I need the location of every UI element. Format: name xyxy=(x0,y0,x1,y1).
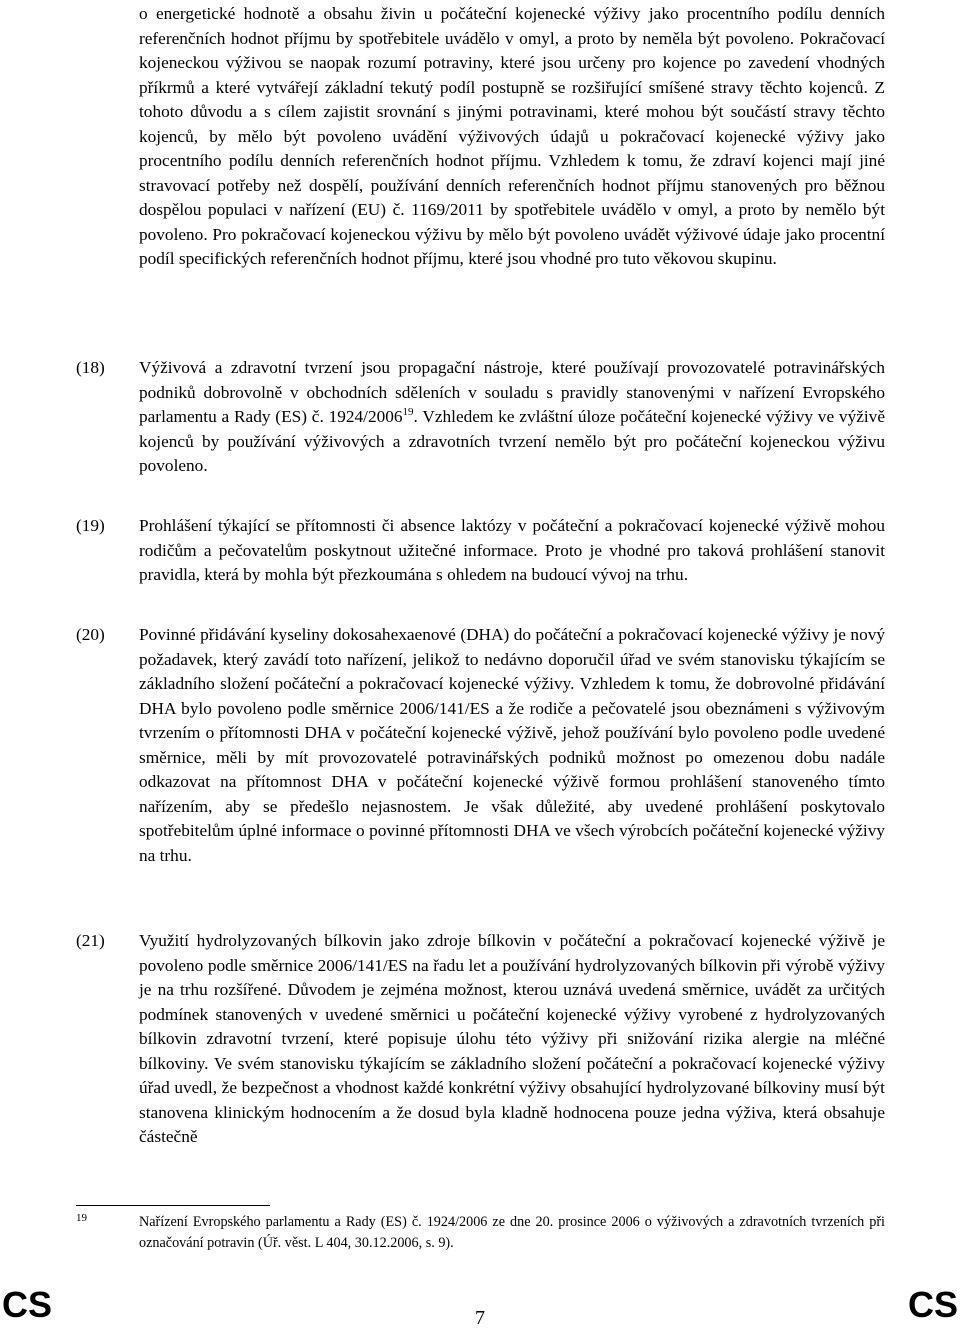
paragraph-continuation: o energetické hodnotě a obsahu živin u počáteční kojenecké výživy jako procentního podílu denních referenčních hodnot příjmu by spotřebitele uvádělo v omyl, a proto by neměla být povoleno. Pokračovací kojeneckou výživou se naopak rozumí potraviny, které jsou určeny pro kojence po zavedení vhodných příkrmů a které vytvářejí základní tekutý podíl postupně se rozšiřující smíšené stravy těchto kojenců. Z tohoto důvodu a s cílem zajistit srovnání s jinými potravinami, které mohou být součástí stravy těchto kojenců, by mělo být povoleno uvádění výživových údajů u pokračovací kojenecké výživy jako procentního podílu denních referenčních hodnot příjmu. Vzhledem k tomu, že zdraví kojenci mají jiné stravovací potřeby než dospělí, používání denních referenčních hodnot příjmu stanovených pro běžnou dospělou populaci v nařízení (EU) č. 1169/2011 by spotřebitele uvádělo v omyl, a proto by nemělo být povoleno. Pro pokračovací kojeneckou výživu by mělo být povoleno uvádět výživové údaje jako procentní podíl specifických referenčních hodnot příjmu, které jsou vhodné pro tuto věkovou skupinu. xyxy=(139,4,885,268)
footnote-reference[interactable]: 19 xyxy=(402,406,414,419)
recital-text: Prohlášení týkající se přítomnosti či absence laktózy v počáteční a pokračovací kojenecké výživě mohou rodičům a pečovatelům poskytnout užitečné informace. Proto je vhodné pro taková prohlášení stanovit pravidla, která by mohla být přezkoumána s ohledem na budoucí vývoj na trhu. xyxy=(139,516,885,584)
recital-text xyxy=(139,356,885,479)
footnote-separator xyxy=(76,1205,270,1206)
recital-text-part: Výživová a zdravotní tvrzení jsou propagační nástroje, které používají provozovatelé potravinářských podniků dobrovolně v obchodních sděleních v souladu s pravidly stanovenými v nařízení Evropského parlamentu a Rady (ES) č. 1924/2006 xyxy=(139,358,885,426)
language-code-left: CS xyxy=(2,1284,53,1325)
recital-text-part: . Vzhledem ke zvláštní úloze počáteční kojenecké výživy ve výživě kojenců by používání výživových a zdravotních tvrzení nemělo být pro počáteční kojeneckou výživu povoleno. xyxy=(139,407,885,475)
footnote-number: 19 xyxy=(76,1212,87,1224)
recital-number: (21) xyxy=(76,931,105,950)
page-number: 7 xyxy=(475,1307,485,1329)
footnote xyxy=(76,1212,885,1254)
recital-number: (18) xyxy=(76,358,105,377)
recital-21 xyxy=(76,929,885,1150)
language-code-right: CS xyxy=(907,1284,958,1325)
recital-19 xyxy=(76,514,885,588)
recital-number: (19) xyxy=(76,516,105,535)
recital-text: Povinné přidávání kyseliny dokosahexaenové (DHA) do počáteční a pokračovací kojenecké výživy je nový požadavek, který zavádí toto nařízení, jelikož to nedávno doporučil úřad ve svém stanovisku týkajícím se základního složení počáteční a pokračovací kojenecké výživy. Vzhledem k tomu, že dobrovolné přidávání DHA bylo povoleno podle směrnice 2006/141/ES a že rodiče a pečovatelé jsou obeznámeni s výživovým tvrzením o přítomnosti DHA v počáteční kojenecké výživě, jehož používání bylo povoleno podle uvedené směrnice, měli by mít provozovatelé potravinářských podniků možnost po omezenou dobu nadále odkazovat na přítomnost DHA v počáteční kojenecké výživě formou prohlášení stanoveného tímto nařízením, aby se předešlo nejasnostem. Je však důležité, aby uvedené prohlášení poskytovalo spotřebitelům úplné informace o povinné přítomnosti DHA ve všech výrobcích počáteční kojenecké výživy na trhu. xyxy=(139,625,885,865)
footnote-text: Nařízení Evropského parlamentu a Rady (ES) č. 1924/2006 ze dne 20. prosince 2006 o výživových a zdravotních tvrzeních při označování potravin (Úř. věst. L 404, 30.12.2006, s. 9). xyxy=(139,1214,885,1251)
recital-text: Využití hydrolyzovaných bílkovin jako zdroje bílkovin v počáteční a pokračovací kojenecké výživě je povoleno podle směrnice 2006/141/ES na řadu let a používání hydrolyzovaných bílkovin při výrobě výživy je na trhu rozšířené. Důvodem je zejména možnost, kterou uznává uvedená směrnice, uvádět za určitých podmínek stanovených v uvedené směrnici u počáteční kojenecké výživy vyrobené z hydrolyzovaných bílkovin zdravotní tvrzení, které popisuje úlohu této výživy při snižování rizika alergie na mléčné bílkoviny. Ve svém stanovisku týkajícím se základního složení počáteční a pokračovací kojenecké výživy úřad uvedl, že bezpečnost a vhodnost každé konkrétní výživy obsahující hydrolyzované bílkoviny musí být stanovena klinickým hodnocením a že dosud byla kladně hodnocena pouze jedna výživa, která obsahuje částečně xyxy=(139,931,885,1146)
recital-number: (20) xyxy=(76,625,105,644)
recital-18 xyxy=(76,356,885,479)
recital-20 xyxy=(76,623,885,868)
